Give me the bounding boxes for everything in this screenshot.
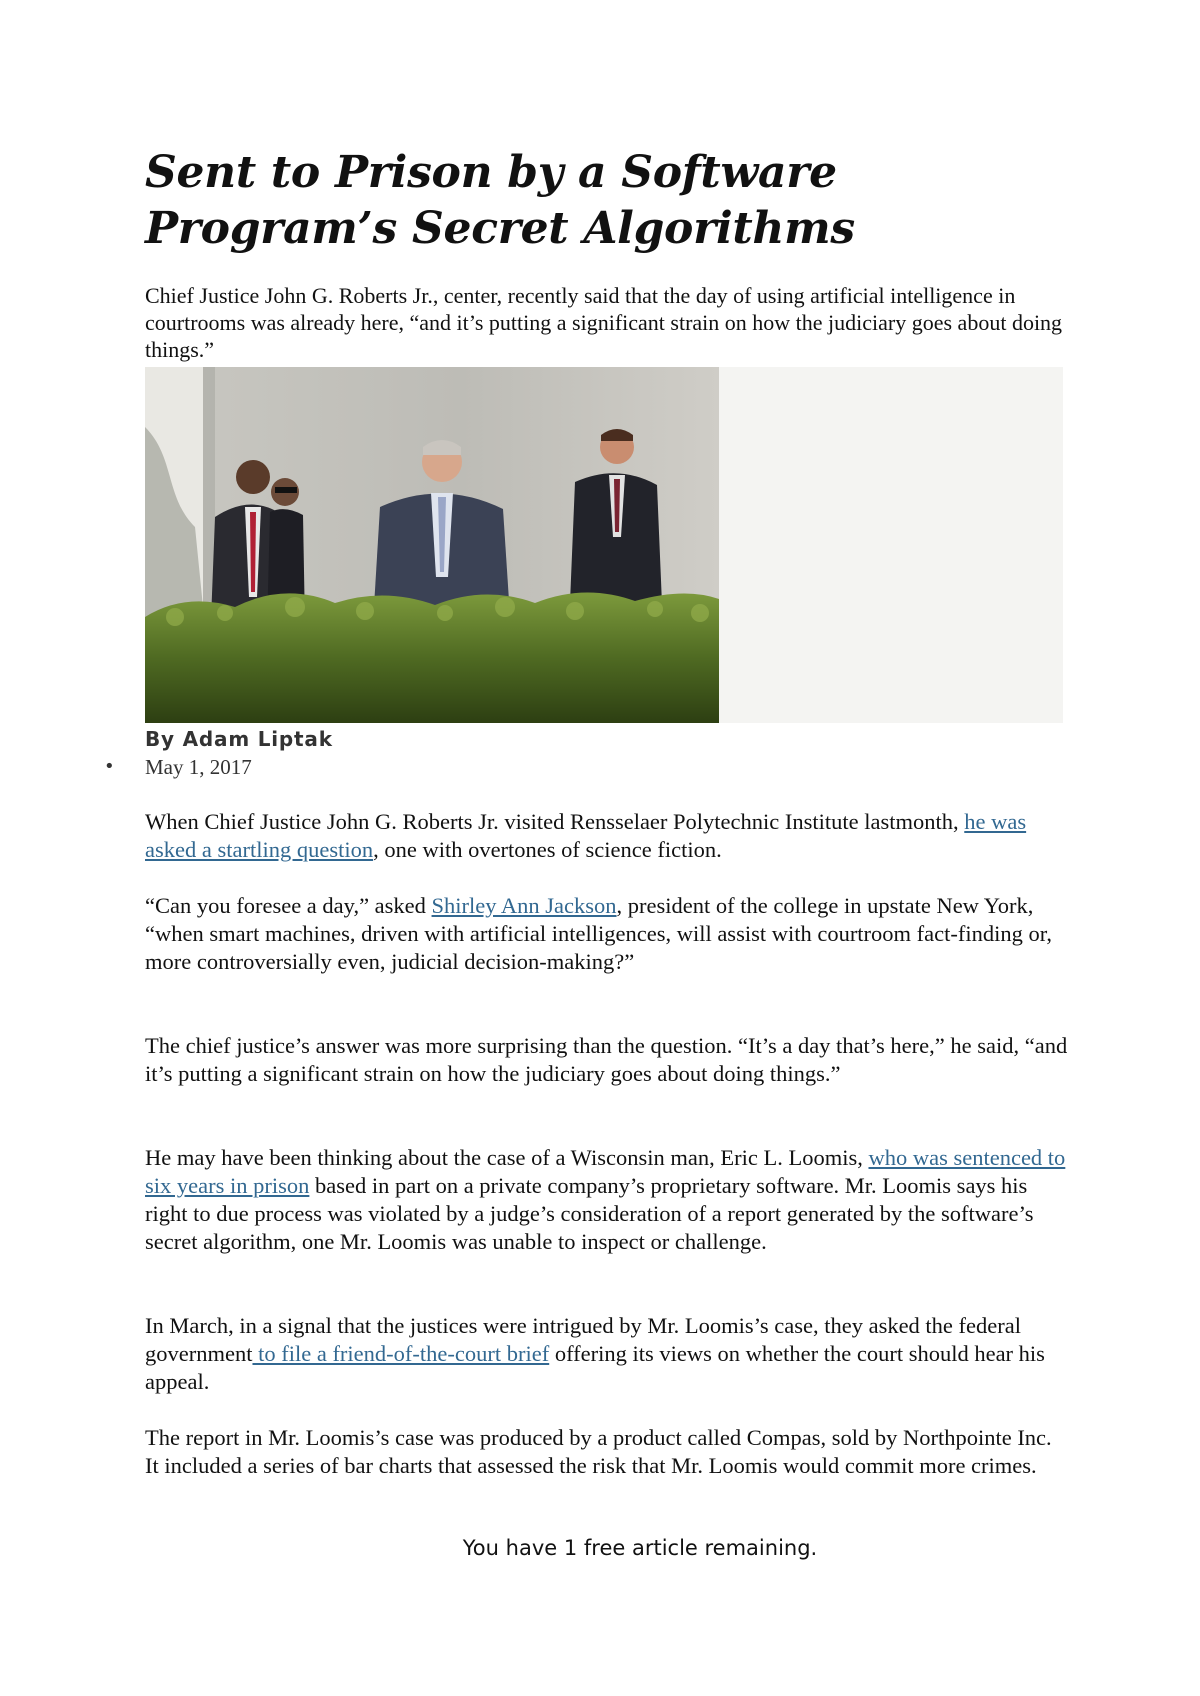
bullet-icon: • bbox=[104, 756, 115, 777]
photo-empty-panel bbox=[719, 367, 1063, 723]
paywall-message: You have 1 free article remaining. bbox=[462, 1536, 818, 1560]
photo-illustration bbox=[145, 367, 1063, 723]
byline: By Adam Liptak bbox=[145, 727, 333, 751]
paragraph-6: The report in Mr. Loomis’s case was produced by a product called Compas, sold by Northpointe Inc. It included a series of bar charts that assessed the risk that Mr. Loomis would commit more crimes. bbox=[145, 1425, 1052, 1478]
photo-caption: Chief Justice John G. Roberts Jr., center, recently said that the day of using artificial intelligence in courtrooms was already here, “and it’s putting a significant strain on how the judiciary goes about doing things.” bbox=[145, 283, 1063, 362]
date-item bbox=[104, 754, 252, 780]
link-startling-question[interactable]: he was asked a startling question bbox=[145, 809, 1027, 862]
article-headline: Sent to Prison by a Software Program’s Secret Algorithms bbox=[145, 147, 855, 254]
paragraph-2: “Can you foresee a day,” asked Shirley Ann Jackson, president of the college in upstate New York, “when smart machines, driven with artificial intelligences, will assist with courtroom fact-finding or, more controversially even, judicial decision-making?” bbox=[145, 893, 1052, 974]
paragraph-1: When Chief Justice John G. Roberts Jr. visited Rensselaer Polytechnic Institute lastmonth, he was asked a startling question, one with overtones of science fiction. bbox=[145, 809, 1027, 862]
publish-date: May 1, 2017 bbox=[145, 755, 252, 779]
paragraph-3: The chief justice’s answer was more surprising than the question. “It’s a day that’s here,” he said, “and it’s putting a significant strain on how the judiciary goes about doing things.” bbox=[145, 1033, 1068, 1086]
date-list bbox=[104, 754, 252, 780]
paragraph-4: He may have been thinking about the case of a Wisconsin man, Eric L. Loomis, who was sentenced to six years in prison based in part on a private company’s proprietary software. Mr. Loomis says his right to due process was violated by a judge’s consideration of a report generated by the software’s secret algorithm, one Mr. Loomis was unable to inspect or challenge. bbox=[145, 1145, 1066, 1254]
paragraph-5: In March, in a signal that the justices were intrigued by Mr. Loomis’s case, they asked the federal government to file a friend-of-the-court brief offering its views on whether the court should hear his appeal. bbox=[145, 1313, 1045, 1394]
article-photo bbox=[145, 367, 1063, 723]
link-friend-of-court-brief[interactable]: to file a friend-of-the-court brief bbox=[252, 1341, 550, 1366]
link-sentenced-six-years[interactable]: who was sentenced to six years in prison bbox=[145, 1145, 1066, 1198]
link-shirley-ann-jackson[interactable]: Shirley Ann Jackson bbox=[431, 893, 617, 918]
